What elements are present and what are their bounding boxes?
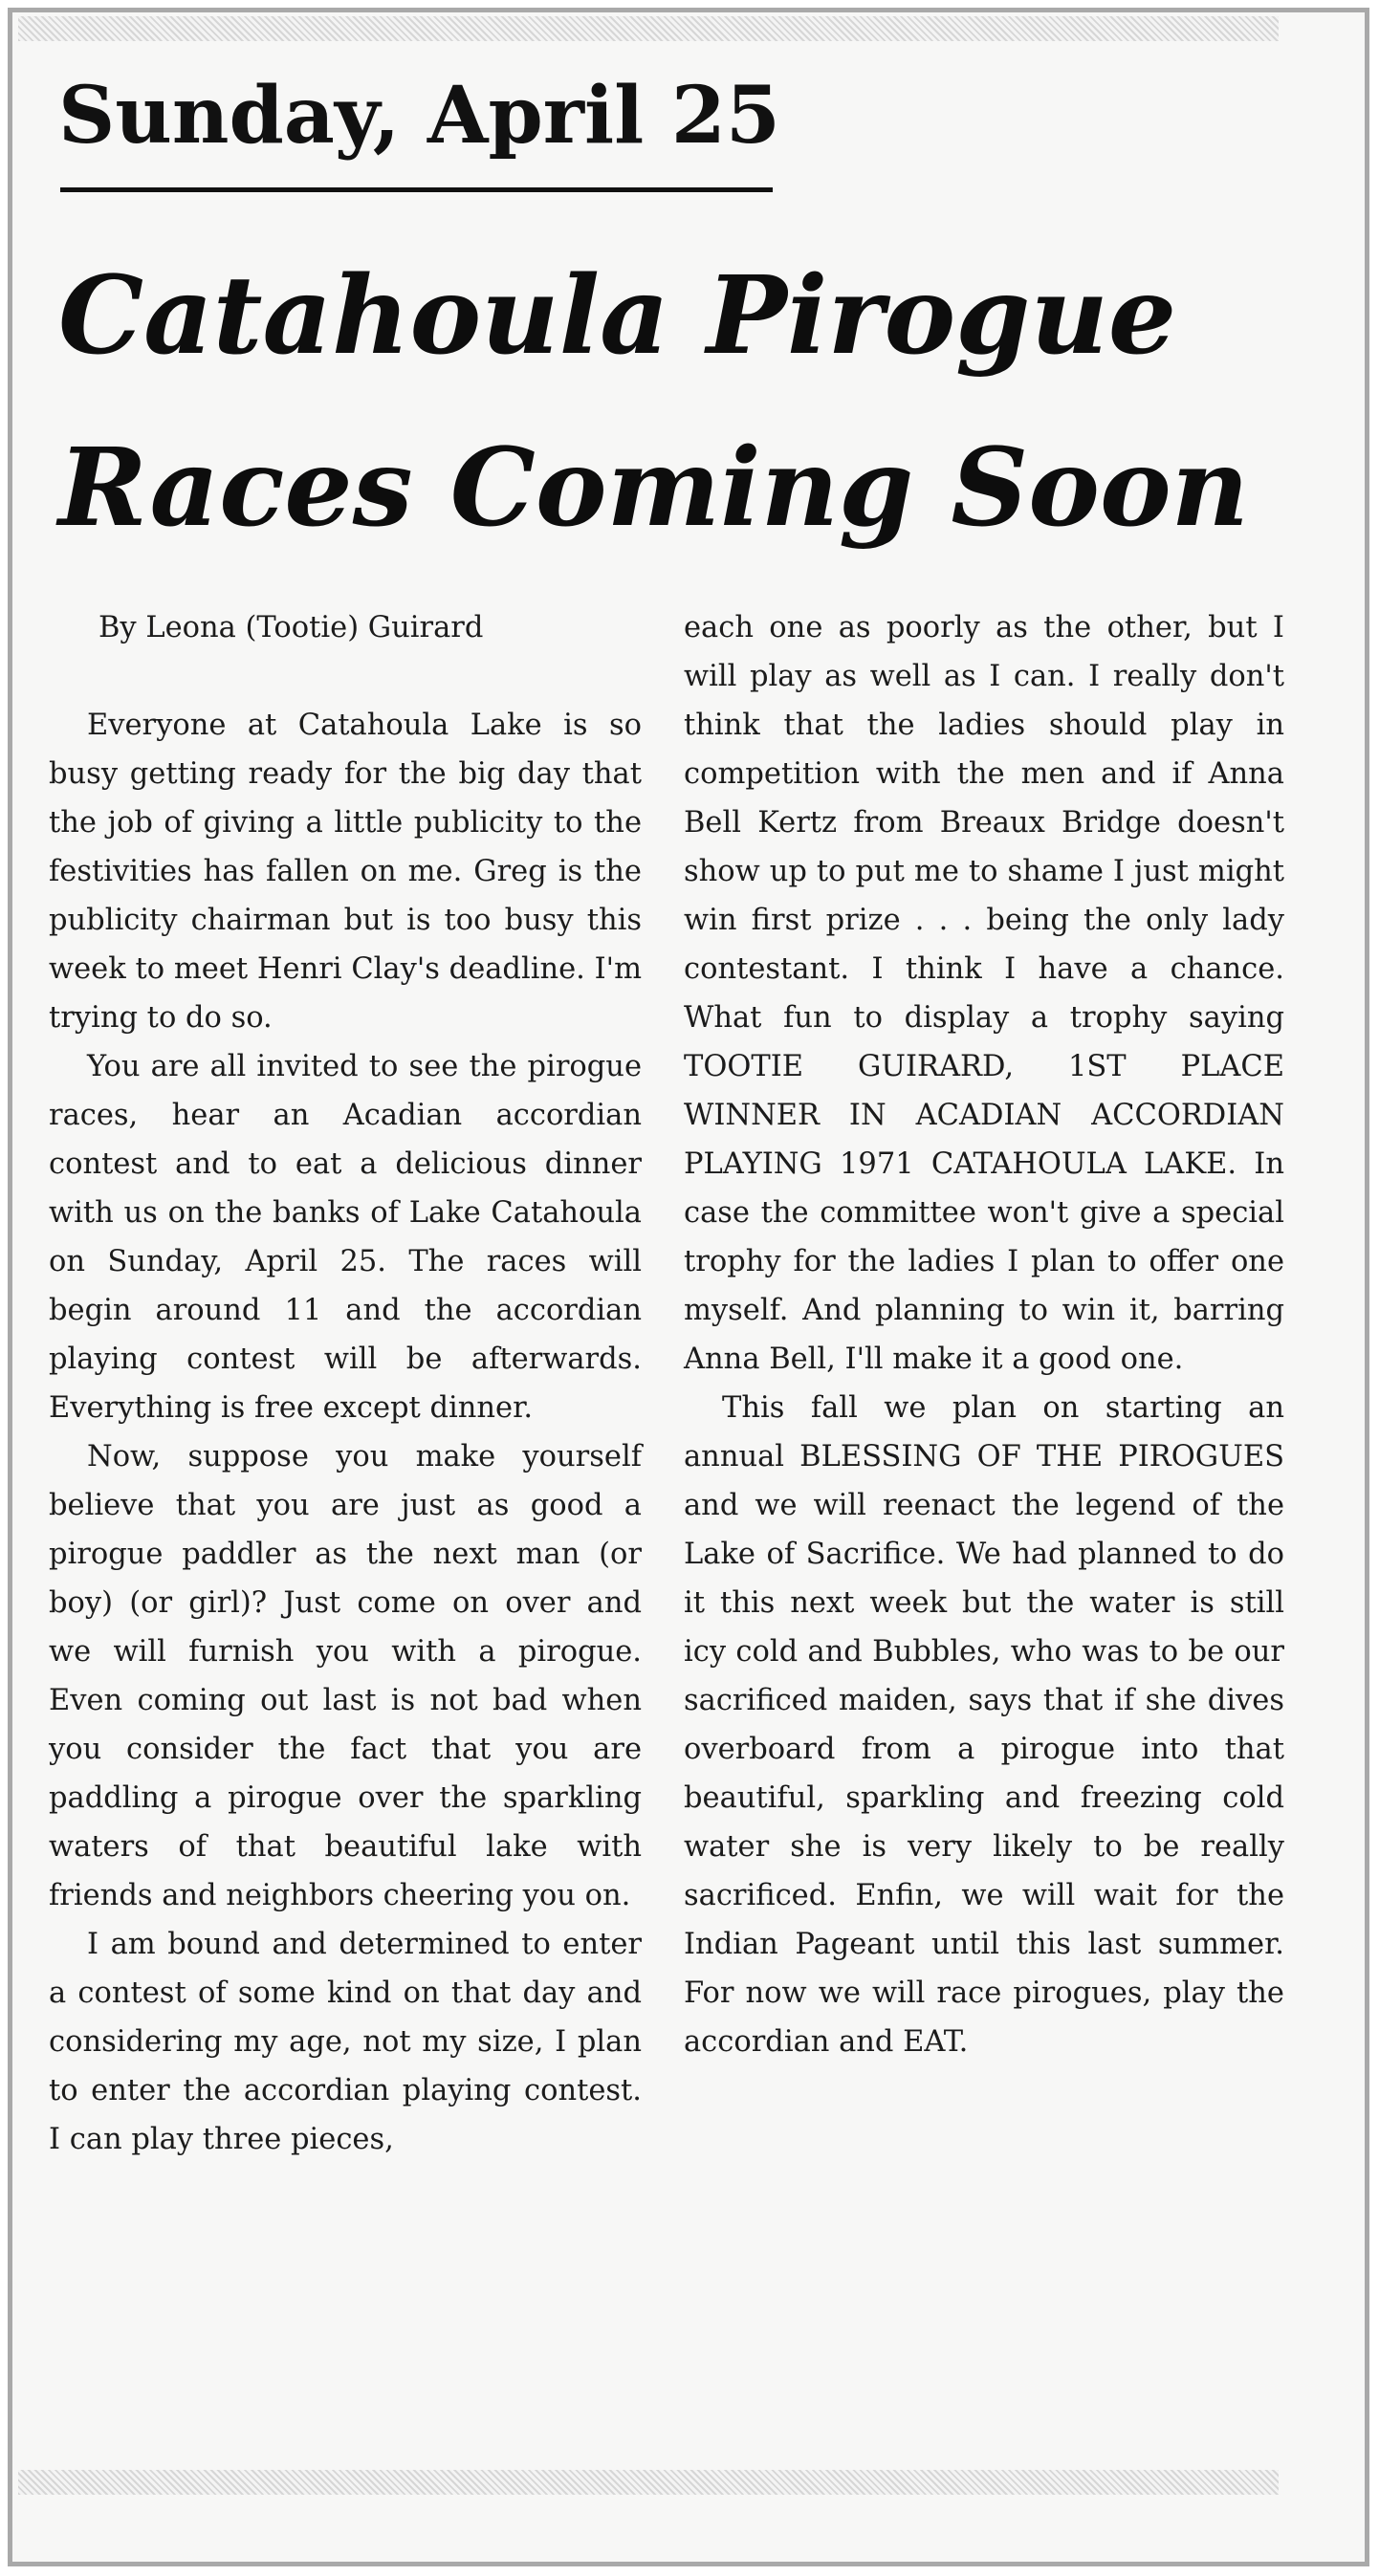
- scan-edge-bottom: [18, 2470, 1279, 2495]
- paragraph: This fall we plan on starting an annual BLESSING OF THE PIROGUES and we will reenact the legend of the Lake of Sacrifice. We had planned to do it this next week but the water is still icy cold and Bubbles, who was to be our sacrificed maiden, says that if she dives overboard from a pirogue into that beautiful, sparkling and freezing cold water she is very likely to be really sacrificed. Enfin, we will wait for the Indian Pageant until this last summer. For now we will race pirogues, play the accordian and EAT.: [684, 1391, 1284, 2059]
- scan-edge-top: [18, 16, 1279, 41]
- headline: Catahoula Pirogue Races Coming Soon: [58, 253, 1250, 551]
- article-column-left: [49, 603, 642, 2164]
- newspaper-clipping: [8, 8, 1369, 2566]
- paragraph: I am bound and determined to enter a contest of some kind on that day and considering my age, not my size, I plan to enter the accordian playing contest. I can play three pieces,: [49, 1928, 642, 2156]
- dateline-rule: [60, 187, 773, 192]
- paragraph: Now, suppose you make yourself believe that you are just as good a pirogue paddler as the next man (or boy) (or girl)? Just come on over and we will furnish you with a pirogue. Even coming out last is not bad when you consider the fact that you are paddling a pirogue over the sparkling waters of that beautiful lake with friends and neighbors cheering you on.: [49, 1440, 642, 1912]
- byline: By Leona (Tootie) Guirard: [98, 611, 484, 644]
- dateline: Sunday, April 25: [58, 70, 780, 162]
- paragraph: You are all invited to see the pirogue races, hear an Acadian accordian contest and to eat a delicious dinner with us on the banks of Lake Catahoula on Sunday, April 25. The races will begin around 11 and the accordian playing contest will be afterwards. Everything is free except dinner.: [49, 1050, 642, 1425]
- paragraph: Everyone at Catahoula Lake is so busy getting ready for the big day that the job of giving a little publicity to the festivities has fallen on me. Greg is the publicity chairman but is too busy this week to meet Henri Clay's deadline. I'm trying to do so.: [49, 709, 642, 1035]
- article-column-right: [684, 603, 1284, 2066]
- paragraph-continued: each one as poorly as the other, but I will play as well as I can. I really don't think that the ladies should play in competition with the men and if Anna Bell Kertz from Breaux Bridge doesn't show up to put me to shame I just might win first prize . . . being the only lady contestant. I think I have a chance. What fun to display a trophy saying TOOTIE GUIRARD, 1ST PLACE WINNER IN ACADIAN ACCORDIAN PLAYING 1971 CATAHOULA LAKE. In case the committee won't give a special trophy for the ladies I plan to offer one myself. And planning to win it, barring Anna Bell, I'll make it a good one.: [684, 611, 1284, 1376]
